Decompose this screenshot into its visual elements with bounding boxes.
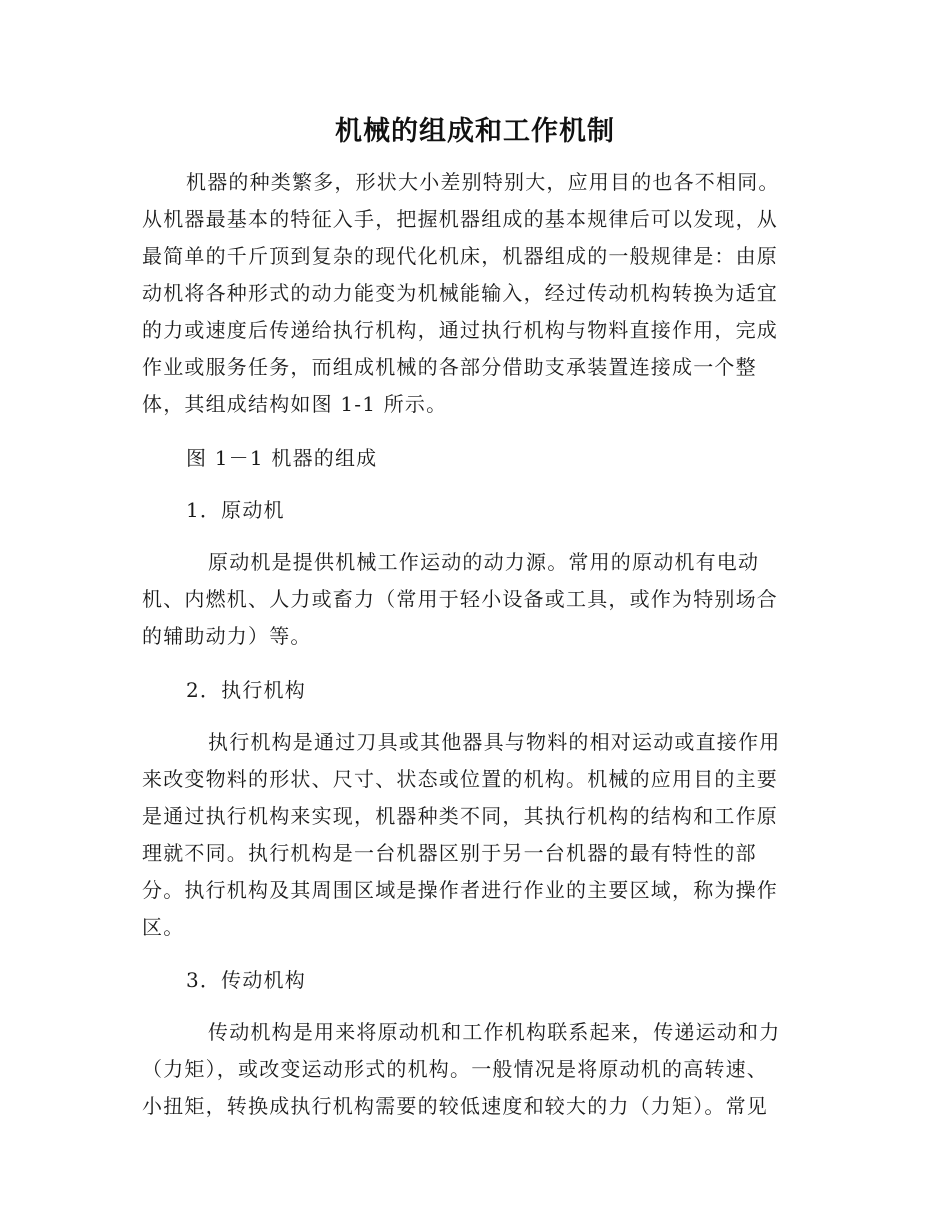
paragraph-line: （力矩），或改变运动形式的机构。一般情况是将原动机的高转速、 xyxy=(142,1057,768,1081)
paragraph-line: 机、内燃机、人力或畜力（常用于轻小设备或工具，或作为特别场合 xyxy=(142,587,778,611)
paragraph-line: 是通过执行机构来实现，机器种类不同，其执行机构的结构和工作原 xyxy=(142,804,778,828)
paragraph-line: 最简单的千斤顶到复杂的现代化机床，机器组成的一般规律是：由原 xyxy=(142,244,778,268)
paragraph-line: 从机器最基本的特征入手，把握机器组成的基本规律后可以发现，从 xyxy=(142,207,778,231)
paragraph-line: 执行机构是通过刀具或其他器具与物料的相对运动或直接作用 xyxy=(208,730,781,754)
document-title: 机械的组成和工作机制 xyxy=(335,116,615,147)
paragraph-line: 小扭矩，转换成执行机构需要的较低速度和较大的力（力矩）。常见 xyxy=(142,1094,768,1118)
paragraph-line: 传动机构是用来将原动机和工作机构联系起来，传递运动和力 xyxy=(208,1020,781,1044)
paragraph-line: 原动机是提供机械工作运动的动力源。常用的原动机有电动 xyxy=(208,550,760,574)
section-heading: 1．原动机 xyxy=(186,498,285,522)
paragraph-line: 分。执行机构及其周围区域是操作者进行作业的主要区域，称为操作 xyxy=(142,878,778,902)
paragraph-line: 动机将各种形式的动力能变为机械能输入，经过传动机构转换为适宜 xyxy=(142,281,778,305)
paragraph-line: 理就不同。执行机构是一台机器区别于另一台机器的最有特性的部 xyxy=(142,841,757,865)
paragraph-line: 作业或服务任务，而组成机械的各部分借助支承装置连接成一个整 xyxy=(142,355,757,379)
section-heading: 3．传动机构 xyxy=(186,968,306,992)
paragraph-line: 的力或速度后传递给执行机构，通过执行机构与物料直接作用，完成 xyxy=(142,318,778,342)
paragraph-line: 区。 xyxy=(142,915,185,939)
section-heading: 2．执行机构 xyxy=(186,678,306,702)
paragraph-line: 的辅助动力）等。 xyxy=(142,624,312,648)
paragraph-line: 机器的种类繁多，形状大小差别特别大，应用目的也各不相同。 xyxy=(186,170,780,194)
figure-caption: 图 1－1 机器的组成 xyxy=(186,446,378,470)
paragraph-line: 来改变物料的形状、尺寸、状态或位置的机构。机械的应用目的主要 xyxy=(142,767,778,791)
paragraph-line: 体，其组成结构如图 1-1 所示。 xyxy=(142,392,448,416)
